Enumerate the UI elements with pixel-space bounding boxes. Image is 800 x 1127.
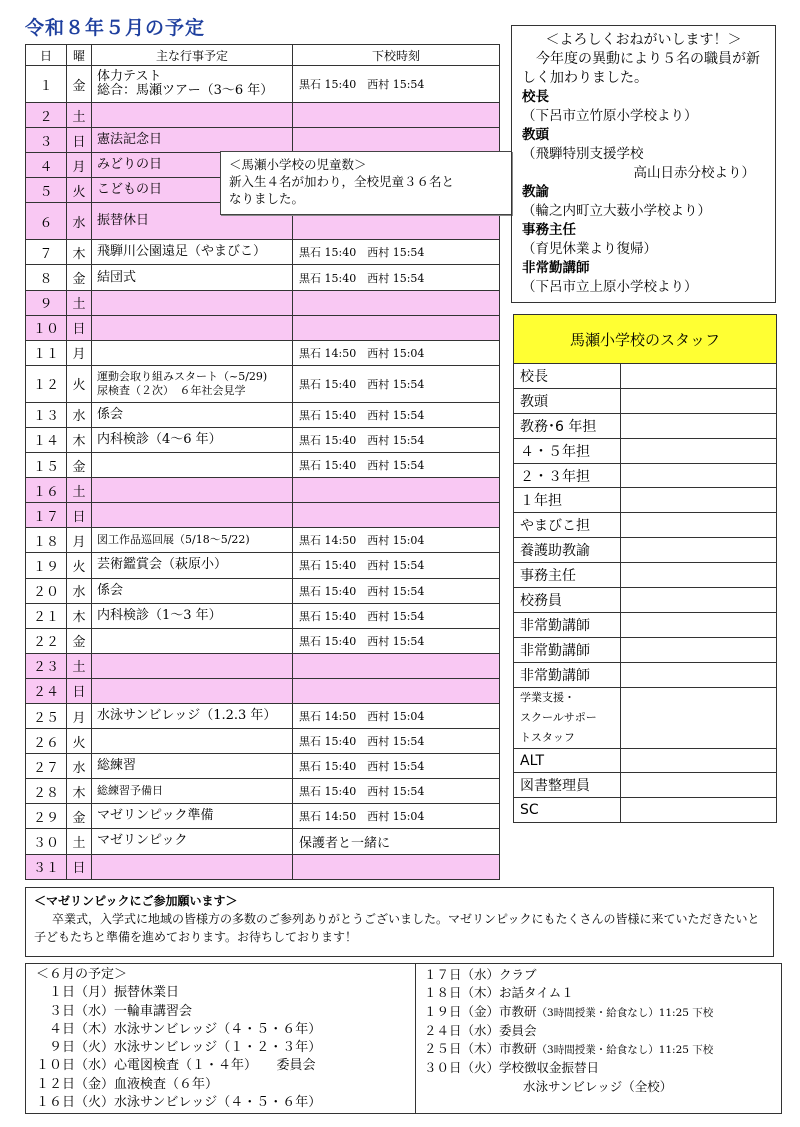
event-cell: 内科検診（4～6 年） [92,427,293,452]
weekday-cell: 土 [67,103,92,128]
day-cell: １１ [26,340,67,365]
june-event-text: ２４日（水）委員会 [424,1022,537,1038]
event-cell [92,453,293,478]
event-cell: 芸術鑑賞会（萩原小） [92,553,293,578]
staff-name-cell [621,488,777,513]
dismissal-time-cell: 黒石 15:40 西村 15:54 [293,553,500,578]
event-cell [92,854,293,879]
staff-row [514,773,777,798]
day-cell: ４ [26,153,67,178]
weekday-cell: 月 [67,153,92,178]
june-schedule [25,963,782,1114]
weekday-cell: 火 [67,365,92,402]
june-event-text: １９日（金）市教研 [424,1003,537,1019]
day-cell: ７ [26,240,67,265]
day-cell: １４ [26,427,67,452]
june-event-note: （3時間授業・給食なし）11:25 下校 [536,1044,714,1057]
staff-row [514,612,777,637]
weekday-cell: 火 [67,553,92,578]
staff-name-cell [621,612,777,637]
event-cell: 係会 [92,402,293,427]
schedule-row [26,453,500,478]
event-cell: 図工作品巡回展（5/18～5/22) [92,528,293,553]
june-left-column [36,966,321,1112]
staff-role-cell: 養護助教諭 [514,538,621,563]
staff-row [514,513,777,538]
staff-role-cell: 事務主任 [514,563,621,588]
staff-row [514,798,777,823]
schedule-row [26,315,500,340]
staff-name-cell [621,773,777,798]
staff-origin: （育児休業より復帰） [522,241,657,257]
dismissal-time-cell: 黒石 15:40 西村 15:54 [293,754,500,779]
weekday-cell: 木 [67,240,92,265]
staff-table-title: 馬瀬小学校のスタッフ [514,315,777,364]
staff-role-cell: 校長 [514,364,621,389]
day-cell: １６ [26,478,67,503]
day-cell: １３ [26,402,67,427]
day-cell: ５ [26,178,67,203]
new-staff-note [511,25,776,303]
dismissal-time-cell: 黒石 15:40 西村 15:54 [293,729,500,754]
staff-name-cell [621,662,777,687]
weekday-cell: 水 [67,402,92,427]
staff-role: 校長 [522,89,549,105]
event-cell: マゼリンピック [92,829,293,854]
staff-role: 教頭 [522,127,549,143]
staff-name-cell [621,538,777,563]
dismissal-time-cell: 黒石 15:40 西村 15:54 [293,427,500,452]
day-cell: ３０ [26,829,67,854]
schedule-row [26,804,500,829]
dismissal-time-cell: 黒石 15:40 西村 15:54 [293,779,500,804]
staff-row [514,662,777,687]
weekday-cell: 月 [67,340,92,365]
staff-name-cell [621,687,777,748]
staff-origin: （下呂市立上原小学校より） [522,279,698,295]
staff-origin: （輪之内町立大薮小学校より） [522,203,711,219]
dismissal-time-cell [293,128,500,153]
weekday-cell: 金 [67,804,92,829]
schedule-row [26,653,500,678]
dismissal-time-cell: 黒石 14:50 西村 15:04 [293,703,500,728]
day-cell: ２６ [26,729,67,754]
weekday-cell: 火 [67,729,92,754]
weekday-cell: 日 [67,503,92,528]
student-count-line: なりました。 [229,191,305,206]
event-cell: こどもの日 [92,178,293,203]
day-cell: １ [26,66,67,103]
staff-role-cell: 学業支援・ スクールサポー トスタッフ [514,687,621,748]
event-cell [92,340,293,365]
june-event: ９日（火）水泳サンビレッジ（１・２・３年） [36,1040,322,1056]
staff-row [514,438,777,463]
staff-name-cell [621,637,777,662]
event-cell: 内科検診（1～3 年） [92,603,293,628]
schedule-row [26,628,500,653]
event-cell: みどりの日 [92,153,293,178]
day-cell: ２０ [26,578,67,603]
june-event [424,1003,713,1022]
day-cell: １２ [26,365,67,402]
schedule-row [26,528,500,553]
header-day: 日 [26,45,67,66]
dismissal-time-cell: 黒石 15:40 西村 15:54 [293,603,500,628]
staff-origin: （下呂市立竹原小学校より） [522,108,698,124]
dismissal-time-cell [293,290,500,315]
staff-row [514,687,777,748]
day-cell: ３ [26,128,67,153]
header-weekday: 曜 [67,45,92,66]
dismissal-time-cell: 黒石 15:40 西村 15:54 [293,453,500,478]
schedule-row [26,578,500,603]
new-staff-body: 今年度の異動により５名の職員が新しく加わりました。 [522,51,760,86]
june-event-note: （3時間授業・給食なし）11:25 下校 [536,1006,714,1019]
june-event: １２日（金）血液検査（６年） [36,1076,219,1092]
staff-role-cell: 校務員 [514,588,621,613]
event-cell: マゼリンピック準備 [92,804,293,829]
schedule-row [26,829,500,854]
staff-name-cell [621,748,777,773]
dismissal-time-cell [293,503,500,528]
schedule-row [26,703,500,728]
student-count-line: 新入生４名が加わり，全校児童３６名と [229,174,455,189]
staff-role-cell: 教務･6 年担 [514,413,621,438]
staff-name-cell [621,588,777,613]
staff-role-cell: ２・３年担 [514,463,621,488]
staff-role-cell: ４・５年担 [514,438,621,463]
schedule-row [26,402,500,427]
staff-row [514,588,777,613]
header-events: 主な行事予定 [92,45,293,66]
staff-role-cell: ALT [514,748,621,773]
event-cell: 運動会取り組みスタート（~5/29) 尿検査（２次） ６年社会見学 [92,365,293,402]
event-cell [92,628,293,653]
dismissal-time-cell: 黒石 15:40 西村 15:54 [293,265,500,290]
staff-origin: （飛騨特別支援学校 [522,146,644,162]
staff-role-cell: 非常勤講師 [514,662,621,687]
notice-body: 卒業式，入学式に地域の皆様方の多数のご参列ありがとうございました。マゼリンピックにもたくさんの皆様に来ていただきたいと子どもたちと準備を進めております。お待ちしております！ [34,912,760,944]
staff-role-cell: やまびこ担 [514,513,621,538]
staff-role-cell: １年担 [514,488,621,513]
weekday-cell: 木 [67,779,92,804]
day-cell: １８ [26,528,67,553]
staff-name-cell [621,413,777,438]
dismissal-time-cell: 黒石 15:40 西村 15:54 [293,578,500,603]
staff-role: 非常勤講師 [522,260,590,276]
dismissal-time-cell: 黒石 15:40 西村 15:54 [293,365,500,402]
dismissal-time-cell [293,854,500,879]
june-event: ３日（水）一輪車講習会 [36,1003,193,1019]
event-cell [92,290,293,315]
staff-row [514,488,777,513]
page-title: 令和８年５月の予定 [25,17,206,39]
staff-origin: 高山日赤分校より） [633,165,755,181]
june-event [424,1022,713,1040]
june-event-text: 水泳サンビレッジ（全校） [523,1078,673,1094]
staff-name-cell [621,513,777,538]
june-event [424,1078,713,1096]
event-cell: 飛騨川公園遠足（やまびこ） [92,240,293,265]
june-event-text: １７日（水）クラブ [424,967,537,982]
weekday-cell: 月 [67,703,92,728]
dismissal-time-cell [293,678,500,703]
june-event [424,1059,713,1077]
event-cell [92,653,293,678]
event-cell: 体力テスト 総合：馬瀬ツアー（3～6 年） [92,66,293,103]
day-cell: ２３ [26,653,67,678]
weekday-cell: 日 [67,128,92,153]
staff-name-cell [621,463,777,488]
staff-table [513,314,777,823]
june-right-column [424,966,713,1096]
new-staff-heading: ＜よろしくおねがいします！＞ [545,32,742,48]
schedule-row [26,478,500,503]
event-cell [92,729,293,754]
staff-role: 事務主任 [522,222,576,238]
staff-role-cell: SC [514,798,621,823]
schedule-row [26,678,500,703]
dismissal-time-cell: 黒石 15:40 西村 15:54 [293,628,500,653]
schedule-row [26,340,500,365]
june-event [424,1040,713,1059]
divider [415,964,416,1113]
staff-row [514,748,777,773]
schedule-row [26,290,500,315]
weekday-cell: 日 [67,315,92,340]
day-cell: ９ [26,290,67,315]
staff-role-cell: 非常勤講師 [514,637,621,662]
staff-row [514,637,777,662]
staff-role-cell: 教頭 [514,388,621,413]
staff-name-cell [621,364,777,389]
day-cell: ２７ [26,754,67,779]
weekday-cell: 土 [67,290,92,315]
event-cell [92,103,293,128]
day-cell: ２ [26,103,67,128]
dismissal-time-cell [293,478,500,503]
weekday-cell: 金 [67,66,92,103]
weekday-cell: 火 [67,178,92,203]
staff-name-cell [621,563,777,588]
weekday-cell: 金 [67,265,92,290]
event-cell: 振替休日 [92,203,293,240]
weekday-cell: 土 [67,653,92,678]
day-cell: ８ [26,265,67,290]
dismissal-time-cell: 保護者と一緒に [293,829,500,854]
june-event-text: １８日（木）お話タイム１ [424,985,574,1001]
staff-row [514,463,777,488]
june-event-text: ２５日（木）市教研 [424,1041,537,1057]
schedule-row [26,503,500,528]
weekday-cell: 土 [67,478,92,503]
schedule-row [26,128,500,153]
event-cell: 総練習予備日 [92,779,293,804]
dismissal-time-cell: 黒石 15:40 西村 15:54 [293,402,500,427]
event-cell: 総練習 [92,754,293,779]
june-event: １０日（水）心電図検査（１・４年） 委員会 [36,1058,316,1074]
day-cell: １０ [26,315,67,340]
weekday-cell: 木 [67,603,92,628]
schedule-row [26,729,500,754]
dismissal-time-cell: 黒石 15:40 西村 15:54 [293,240,500,265]
dismissal-time-cell [293,315,500,340]
event-cell: 憲法記念日 [92,128,293,153]
header-dismissal: 下校時刻 [293,45,500,66]
june-event: ４日（木）水泳サンビレッジ（４・５・６年） [36,1021,322,1037]
event-cell: 結団式 [92,265,293,290]
weekday-cell: 水 [67,754,92,779]
mazelympic-notice [25,887,774,957]
weekday-cell: 金 [67,628,92,653]
staff-role-cell: 非常勤講師 [514,612,621,637]
staff-name-cell [621,388,777,413]
student-count-heading: ＜馬瀬小学校の児童数＞ [229,157,367,172]
event-cell [92,678,293,703]
schedule-row [26,754,500,779]
notice-heading: ＜マゼリンピックにご参加願います＞ [34,894,238,908]
schedule-row [26,66,500,103]
dismissal-time-cell: 黒石 14:50 西村 15:04 [293,528,500,553]
weekday-cell: 土 [67,829,92,854]
day-cell: ２１ [26,603,67,628]
dismissal-time-cell: 黒石 14:50 西村 15:04 [293,804,500,829]
june-event: １日（月）振替休業日 [36,985,180,1001]
june-event-text: ３０日（火）学校徴収金振替日 [424,1060,600,1076]
staff-role: 教諭 [522,184,549,200]
event-cell [92,478,293,503]
weekday-cell: 日 [67,678,92,703]
day-cell: ２２ [26,628,67,653]
staff-row [514,364,777,389]
staff-row [514,563,777,588]
day-cell: １７ [26,503,67,528]
event-cell [92,315,293,340]
event-cell: 水泳サンビレッジ（1.2.3 年） [92,703,293,728]
schedule-row [26,779,500,804]
weekday-cell: 水 [67,578,92,603]
schedule-row [26,265,500,290]
day-cell: １９ [26,553,67,578]
schedule-row [26,854,500,879]
dismissal-time-cell: 黒石 15:40 西村 15:54 [293,66,500,103]
staff-row [514,538,777,563]
staff-row [514,388,777,413]
day-cell: ２５ [26,703,67,728]
june-event: １６日（火）水泳サンビレッジ（４・５・６年） [36,1095,322,1111]
event-cell: 係会 [92,578,293,603]
schedule-row [26,103,500,128]
schedule-row [26,240,500,265]
day-cell: ２４ [26,678,67,703]
staff-name-cell [621,798,777,823]
weekday-cell: 木 [67,427,92,452]
schedule-row [26,365,500,402]
day-cell: ３１ [26,854,67,879]
day-cell: ６ [26,203,67,240]
june-event [424,966,713,984]
day-cell: ２９ [26,804,67,829]
weekday-cell: 金 [67,453,92,478]
dismissal-time-cell [293,653,500,678]
staff-role-cell: 図書整理員 [514,773,621,798]
weekday-cell: 水 [67,203,92,240]
schedule-row [26,427,500,452]
dismissal-time-cell: 黒石 14:50 西村 15:04 [293,340,500,365]
event-cell [92,503,293,528]
weekday-cell: 日 [67,854,92,879]
schedule-row [26,553,500,578]
schedule-row [26,603,500,628]
staff-name-cell [621,438,777,463]
staff-row [514,413,777,438]
june-event [424,984,713,1002]
day-cell: １５ [26,453,67,478]
dismissal-time-cell [293,103,500,128]
june-heading: ＜６月の予定＞ [36,967,128,982]
day-cell: ２８ [26,779,67,804]
weekday-cell: 月 [67,528,92,553]
student-count-note [220,151,512,215]
